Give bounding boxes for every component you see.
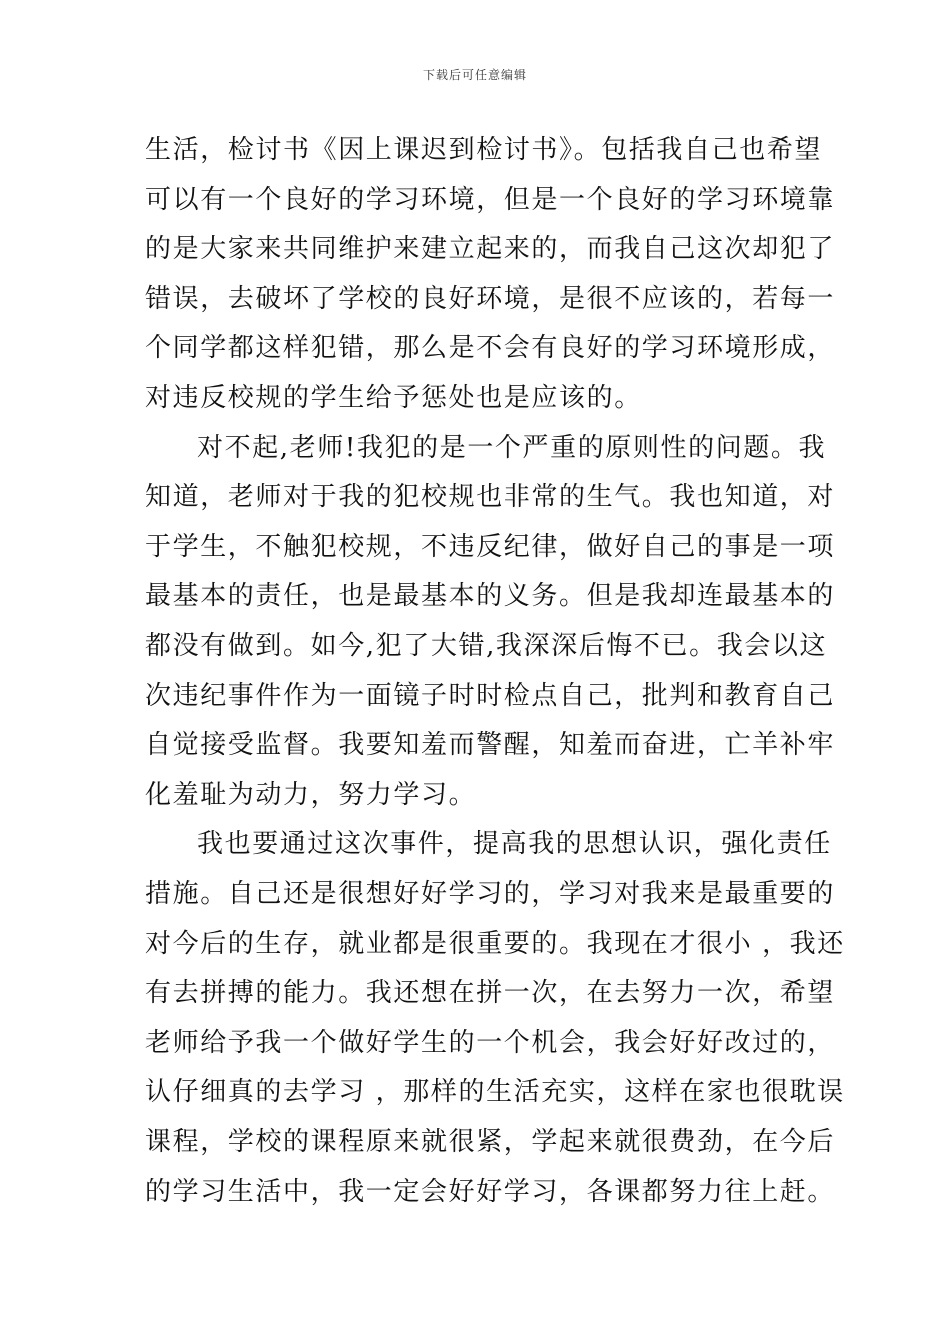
body-line: 化羞耻为动力，努力学习。 (145, 780, 477, 810)
body-line: 都没有做到。如今,犯了大错,我深深后悔不已。我会以这 (145, 631, 828, 661)
body-line: 个同学都这样犯错，那么是不会有良好的学习环境形成， (145, 333, 836, 363)
body-line: 于学生，不触犯校规，不违反纪律，做好自己的事是一项 (145, 532, 836, 562)
body-line: 可以有一个良好的学习环境，但是一个良好的学习环境靠 (145, 185, 836, 215)
body-line: 次违纪事件作为一面镜子时时检点自己，批判和教育自己 (145, 681, 836, 711)
body-line: 对今后的生存，就业都是很重要的。我现在才很小 ，我还 (145, 929, 845, 959)
body-line: 的学习生活中，我一定会好好学习，各课都努力往上赶。 (145, 1177, 836, 1207)
paragraph-first-line: 我也要通过这次事件，提高我的思想认识，强化责任 (197, 829, 832, 859)
body-line: 老师给予我一个做好学生的一个机会，我会好好改过的， (145, 1028, 836, 1058)
body-line: 对违反校规的学生给予惩处也是应该的。 (145, 383, 642, 413)
page-header: 下载后可任意编辑 (422, 68, 527, 82)
body-line: 措施。自己还是很想好好学习的，学习对我来是最重要的 (145, 879, 836, 909)
body-line: 生活，检讨书《因上课迟到检讨书》。包括我自己也希望 (145, 135, 823, 165)
body-line: 课程，学校的课程原来就很紧，学起来就很费劲，在今后 (145, 1127, 836, 1157)
body-line: 认仔细真的去学习 ，那样的生活充实，这样在家也很耽误 (145, 1077, 845, 1107)
body-line: 的是大家来共同维护来建立起来的，而我自己这次却犯了 (145, 234, 836, 264)
body-line: 最基本的责任，也是最基本的义务。但是我却连最基本的 (145, 581, 836, 611)
body-line: 有去拼搏的能力。我还想在拼一次，在去努力一次，希望 (145, 978, 836, 1008)
body-line: 自觉接受监督。我要知羞而警醒，知羞而奋进，亡羊补牢 (145, 730, 836, 760)
body-line: 错误，去破坏了学校的良好环境，是很不应该的，若每一 (145, 284, 836, 314)
paragraph-first-line: 对不起,老师!我犯的是一个严重的原则性的问题。我 (197, 433, 827, 463)
body-line: 知道，老师对于我的犯校规也非常的生气。我也知道，对 (145, 482, 836, 512)
